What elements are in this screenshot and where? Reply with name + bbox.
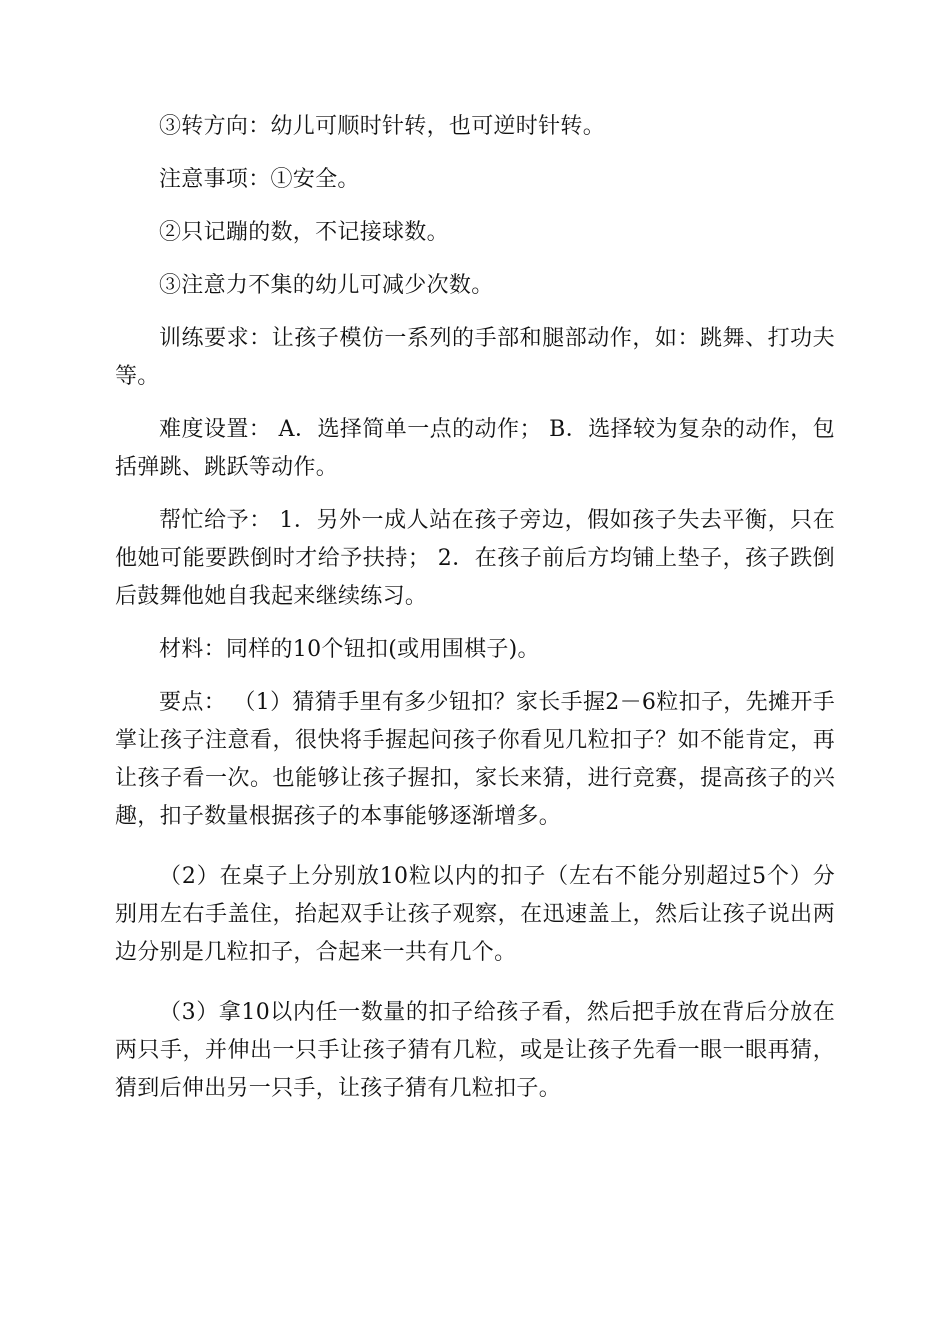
paragraph-count-kicks: ②只记蹦的数，不记接球数。: [159, 220, 449, 245]
paragraph-assistance: 帮忙给予： 1．另外一成人站在孩子旁边，假如孩子失去平衡，只在他她可能要跌倒时才给予扶持； 2．在孩子前后方均铺上垫子，孩子跌倒后鼓舞他她自我起来继续练习。: [115, 508, 835, 609]
paragraph-attention: ③注意力不集的幼儿可减少次数。: [159, 273, 494, 298]
document-body: [115, 108, 835, 1123]
paragraph-difficulty: 难度设置： A．选择简单一点的动作； B．选择较为复杂的动作，包括弹跳、跳跃等动作。: [115, 417, 835, 480]
paragraph-key-points-1: 要点： （1）猜猜手里有多少钮扣？家长手握2－6粒扣子，先摊开手掌让孩子注意看，很快将手握起问孩子你看见几粒扣子？如不能肯定，再让孩子看一次。也能够让孩子握扣，家长来猜，进行竞赛，提高孩子的兴趣，扣子数量根据孩子的本事能够逐渐增多。: [115, 690, 835, 829]
paragraph-key-points-3: （3）拿10以内任一数量的扣子给孩子看，然后把手放在背后分放在两只手，并伸出一只手让孩子猜有几粒，或是让孩子先看一眼一眼再猜，猜到后伸出另一只手，让孩子猜有几粒扣子。: [115, 1000, 835, 1101]
paragraph-turn-direction: ③转方向：幼儿可顺时针转，也可逆时针转。: [159, 114, 606, 139]
paragraph-key-points-2: （2）在桌子上分别放10粒以内的扣子（左右不能分别超过5个）分别用左右手盖住，抬起双手让孩子观察，在迅速盖上，然后让孩子说出两边分别是几粒扣子，合起来一共有几个。: [115, 864, 835, 965]
paragraph-precautions: 注意事项：①安全。: [159, 167, 360, 192]
paragraph-training-requirements: 训练要求：让孩子模仿一系列的手部和腿部动作，如：跳舞、打功夫等。: [115, 326, 835, 389]
paragraph-materials: 材料：同样的10个钮扣(或用围棋子)。: [159, 637, 540, 662]
